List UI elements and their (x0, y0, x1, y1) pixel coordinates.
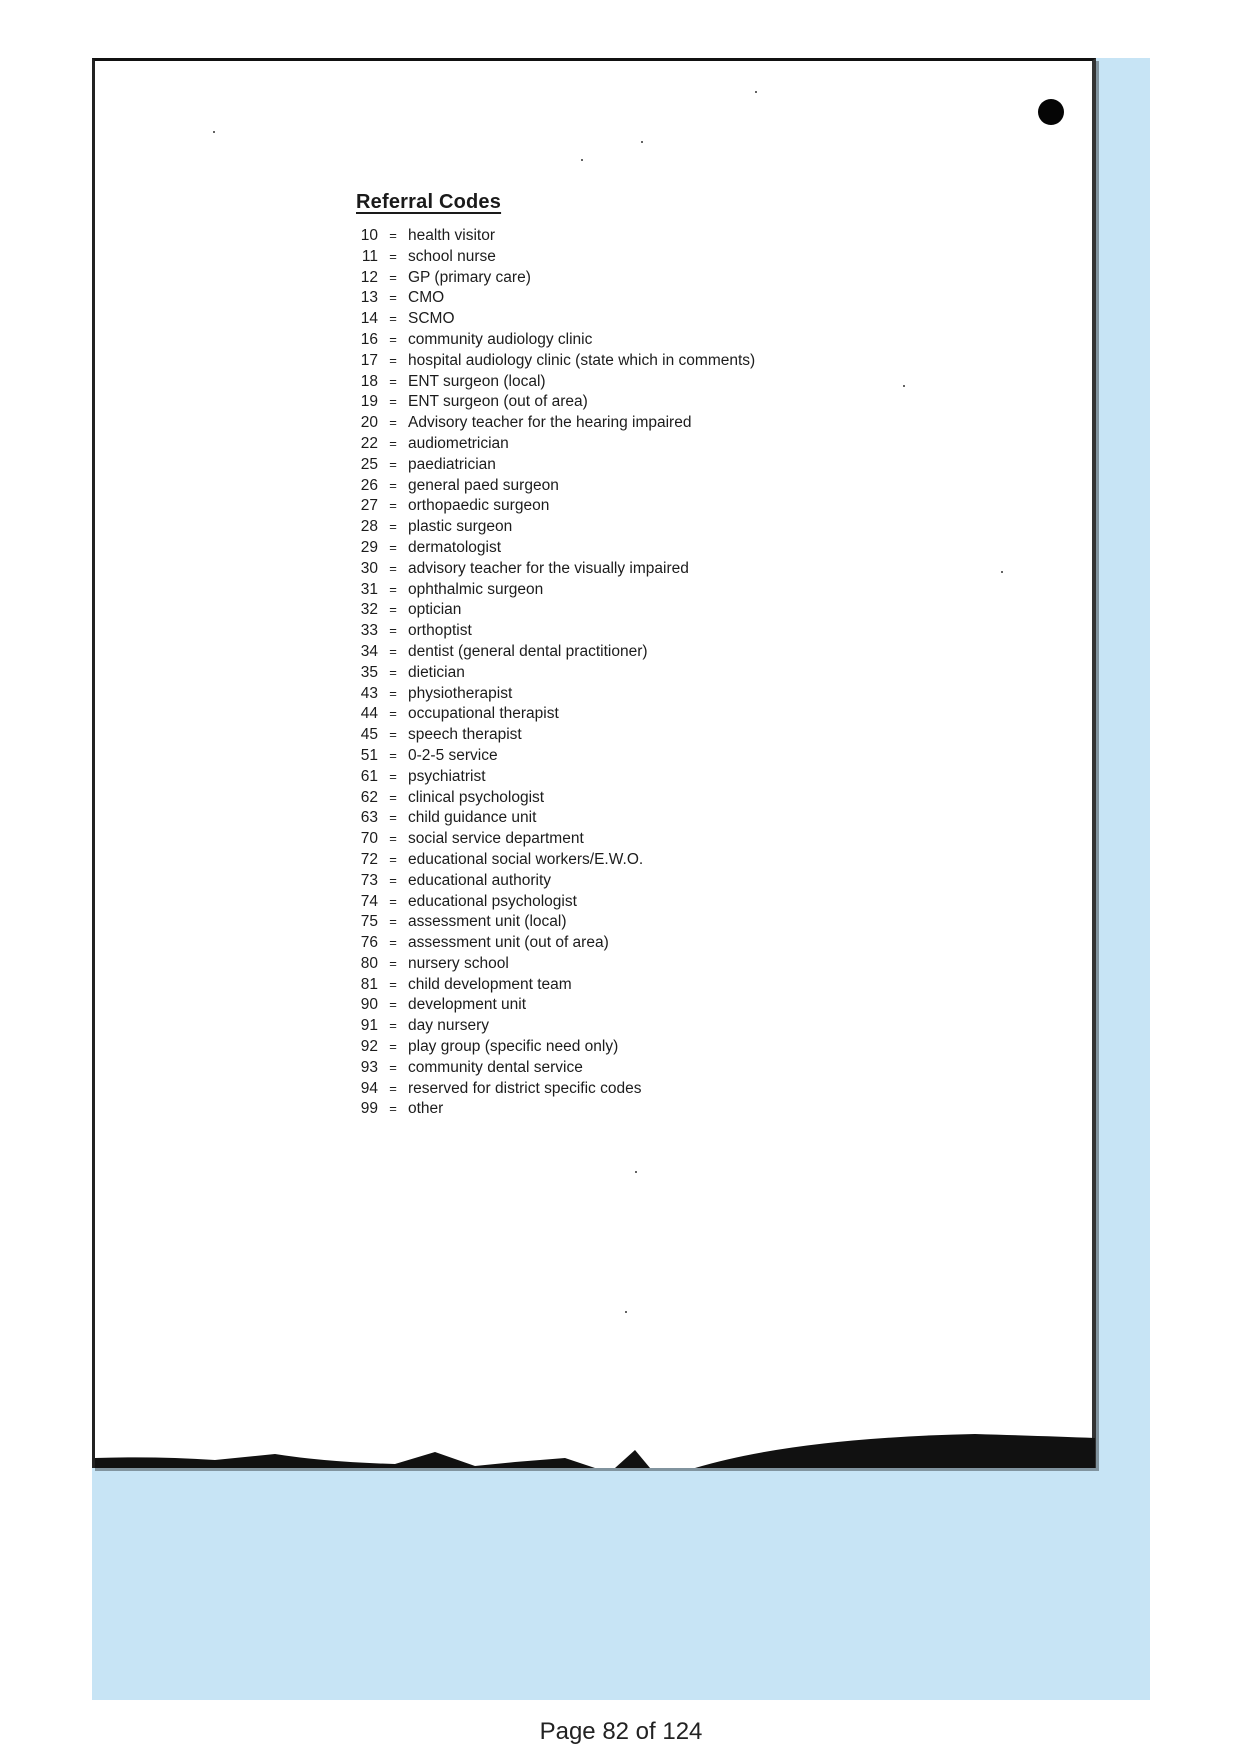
equals-sign: = (389, 519, 397, 535)
code-row (356, 954, 755, 975)
code-row (356, 413, 755, 434)
code-row (356, 268, 755, 289)
equals-sign: = (389, 1101, 397, 1117)
code-description: advisory teacher for the visually impaired (408, 559, 689, 577)
equals-sign: = (389, 831, 397, 847)
code-number: 61 (360, 767, 378, 785)
code-row (356, 372, 755, 393)
document-heading: Referral Codes (356, 191, 502, 213)
code-description: ENT surgeon (local) (408, 372, 546, 390)
code-number: 93 (360, 1058, 378, 1076)
code-description: 0-2-5 service (408, 746, 498, 764)
code-row (356, 621, 755, 642)
code-number: 76 (360, 934, 378, 952)
code-description: audiometrician (408, 434, 509, 452)
code-number: 45 (360, 726, 378, 744)
code-number: 92 (360, 1038, 378, 1056)
code-description: ophthalmic surgeon (408, 580, 544, 598)
equals-sign: = (389, 623, 397, 639)
code-row (356, 829, 755, 850)
equals-sign: = (389, 373, 397, 389)
code-description: reserved for district specific codes (408, 1079, 642, 1097)
equals-sign: = (389, 435, 397, 451)
scan-speck (213, 131, 215, 133)
equals-sign: = (389, 955, 397, 971)
code-row (356, 496, 755, 517)
code-description: GP (primary care) (408, 268, 531, 286)
code-description: occupational therapist (408, 705, 559, 723)
code-description: dentist (general dental practitioner) (408, 642, 648, 660)
equals-sign: = (389, 269, 397, 285)
code-number: 34 (360, 642, 378, 660)
code-description: SCMO (408, 310, 455, 328)
code-number: 31 (360, 580, 378, 598)
code-number: 35 (360, 663, 378, 681)
code-description: dermatologist (408, 538, 502, 556)
code-number: 62 (360, 788, 378, 806)
equals-sign: = (389, 560, 397, 576)
code-number: 11 (361, 247, 378, 265)
code-row (356, 933, 755, 954)
code-description: child guidance unit (408, 809, 537, 827)
code-number: 70 (360, 830, 378, 848)
code-row (356, 995, 755, 1016)
code-row (356, 808, 755, 829)
code-number: 12 (360, 268, 378, 286)
equals-sign: = (389, 602, 397, 618)
scan-speck (903, 385, 905, 387)
code-number: 14 (360, 310, 378, 328)
code-description: orthoptist (408, 622, 472, 640)
code-description: paediatrician (408, 455, 496, 473)
code-number: 63 (360, 809, 378, 827)
code-number: 99 (360, 1100, 378, 1118)
code-description: hospital audiology clinic (state which in comments) (408, 351, 756, 369)
code-description: dietician (408, 663, 465, 681)
scan-speck (641, 141, 643, 143)
code-row (356, 1058, 755, 1079)
code-row (356, 330, 755, 351)
code-row (356, 476, 755, 497)
code-description: plastic surgeon (408, 518, 513, 536)
code-description: orthopaedic surgeon (408, 497, 550, 515)
code-description: educational social workers/E.W.O. (408, 850, 644, 868)
code-row (356, 351, 755, 372)
code-row (356, 975, 755, 996)
code-number: 80 (360, 954, 378, 972)
code-row (356, 247, 755, 268)
code-number: 20 (360, 414, 378, 432)
code-description: educational psychologist (408, 892, 577, 910)
equals-sign: = (389, 477, 397, 493)
equals-sign: = (389, 893, 397, 909)
code-number: 91 (360, 1017, 378, 1035)
equals-sign: = (389, 976, 397, 992)
code-row (356, 455, 755, 476)
equals-sign: = (389, 539, 397, 555)
code-description: day nursery (408, 1017, 489, 1035)
code-description: health visitor (408, 227, 496, 244)
scan-speck (1001, 571, 1003, 573)
code-number: 25 (360, 455, 378, 473)
code-description: community dental service (408, 1058, 583, 1076)
scan-speck (635, 1171, 637, 1173)
code-number: 26 (360, 476, 378, 494)
code-number: 22 (360, 434, 378, 452)
referral-code-list (356, 226, 755, 1120)
code-description: assessment unit (out of area) (408, 934, 609, 952)
code-row (356, 788, 755, 809)
code-description: nursery school (408, 954, 509, 972)
equals-sign: = (389, 1039, 397, 1055)
code-row (356, 538, 755, 559)
code-number: 32 (360, 601, 378, 619)
code-description: other (408, 1100, 444, 1118)
code-number: 74 (360, 892, 378, 910)
code-row (356, 517, 755, 538)
code-row (356, 1037, 755, 1058)
code-row (356, 746, 755, 767)
equals-sign: = (389, 727, 397, 743)
code-row (356, 642, 755, 663)
code-row (356, 600, 755, 621)
code-number: 51 (360, 746, 378, 764)
code-row (356, 1079, 755, 1100)
code-row (356, 559, 755, 580)
code-number: 73 (360, 871, 378, 889)
equals-sign: = (389, 415, 397, 431)
punch-hole (1038, 99, 1064, 125)
code-row (356, 912, 755, 933)
code-number: 13 (360, 289, 378, 307)
code-description: physiotherapist (408, 684, 513, 702)
equals-sign: = (389, 456, 397, 472)
equals-sign: = (389, 290, 397, 306)
code-number: 18 (360, 372, 378, 390)
code-row (356, 725, 755, 746)
code-number: 44 (360, 705, 378, 723)
code-row (356, 288, 755, 309)
code-description: speech therapist (408, 726, 522, 744)
code-number: 72 (360, 850, 378, 868)
code-description: educational authority (408, 871, 552, 889)
code-row (356, 892, 755, 913)
code-row (356, 392, 755, 413)
equals-sign: = (389, 664, 397, 680)
code-row (356, 580, 755, 601)
code-number: 10 (360, 227, 378, 244)
equals-sign: = (389, 851, 397, 867)
code-number: 90 (360, 996, 378, 1014)
scan-speck (755, 91, 757, 93)
equals-sign: = (389, 581, 397, 597)
scan-speck (581, 159, 583, 161)
equals-sign: = (389, 228, 397, 243)
code-row (356, 663, 755, 684)
code-description: school nurse (408, 247, 496, 265)
code-number: 94 (360, 1079, 378, 1097)
code-row (356, 226, 755, 247)
equals-sign: = (389, 935, 397, 951)
code-number: 19 (360, 393, 378, 411)
scan-edge-artifact (95, 1432, 1095, 1468)
code-description: ENT surgeon (out of area) (408, 393, 588, 411)
code-row (356, 434, 755, 455)
equals-sign: = (389, 997, 397, 1013)
equals-sign: = (389, 498, 397, 514)
equals-sign: = (389, 331, 397, 347)
code-number: 17 (360, 351, 378, 369)
code-row (356, 767, 755, 788)
equals-sign: = (389, 643, 397, 659)
code-row (356, 1016, 755, 1037)
equals-sign: = (389, 1018, 397, 1034)
code-row (356, 309, 755, 330)
code-description: Advisory teacher for the hearing impaired (408, 414, 692, 432)
page-number-footer: Page 82 of 124 (539, 1718, 703, 1745)
code-description: optician (408, 601, 462, 619)
equals-sign: = (389, 1080, 397, 1096)
equals-sign: = (389, 1059, 397, 1075)
scanned-page (92, 58, 1096, 1468)
code-number: 75 (360, 913, 378, 931)
equals-sign: = (389, 352, 397, 368)
equals-sign: = (389, 768, 397, 784)
code-number: 27 (360, 497, 378, 515)
code-number: 29 (360, 538, 378, 556)
code-number: 30 (360, 559, 378, 577)
code-description: clinical psychologist (408, 788, 545, 806)
code-description: social service department (408, 830, 584, 848)
equals-sign: = (389, 685, 397, 701)
code-description: play group (specific need only) (408, 1038, 619, 1056)
equals-sign: = (389, 706, 397, 722)
code-description: general paed surgeon (408, 476, 559, 494)
code-row (356, 871, 755, 892)
equals-sign: = (389, 311, 397, 327)
scan-speck (625, 1311, 627, 1313)
code-description: psychiatrist (408, 767, 486, 785)
code-number: 43 (360, 684, 378, 702)
code-description: community audiology clinic (408, 330, 593, 348)
code-number: 33 (360, 622, 378, 640)
equals-sign: = (389, 747, 397, 763)
code-description: assessment unit (local) (408, 913, 567, 931)
code-description: development unit (408, 996, 527, 1014)
code-number: 81 (360, 975, 378, 993)
code-row (356, 1099, 755, 1120)
equals-sign: = (389, 810, 397, 826)
equals-sign: = (389, 394, 397, 410)
code-row (356, 684, 755, 705)
equals-sign: = (389, 872, 397, 888)
code-description: child development team (408, 975, 572, 993)
code-row (356, 704, 755, 725)
equals-sign: = (389, 248, 397, 264)
code-number: 28 (360, 518, 378, 536)
code-number: 16 (360, 330, 378, 348)
equals-sign: = (389, 914, 397, 930)
code-description: CMO (408, 289, 445, 307)
equals-sign: = (389, 789, 397, 805)
code-row (356, 850, 755, 871)
